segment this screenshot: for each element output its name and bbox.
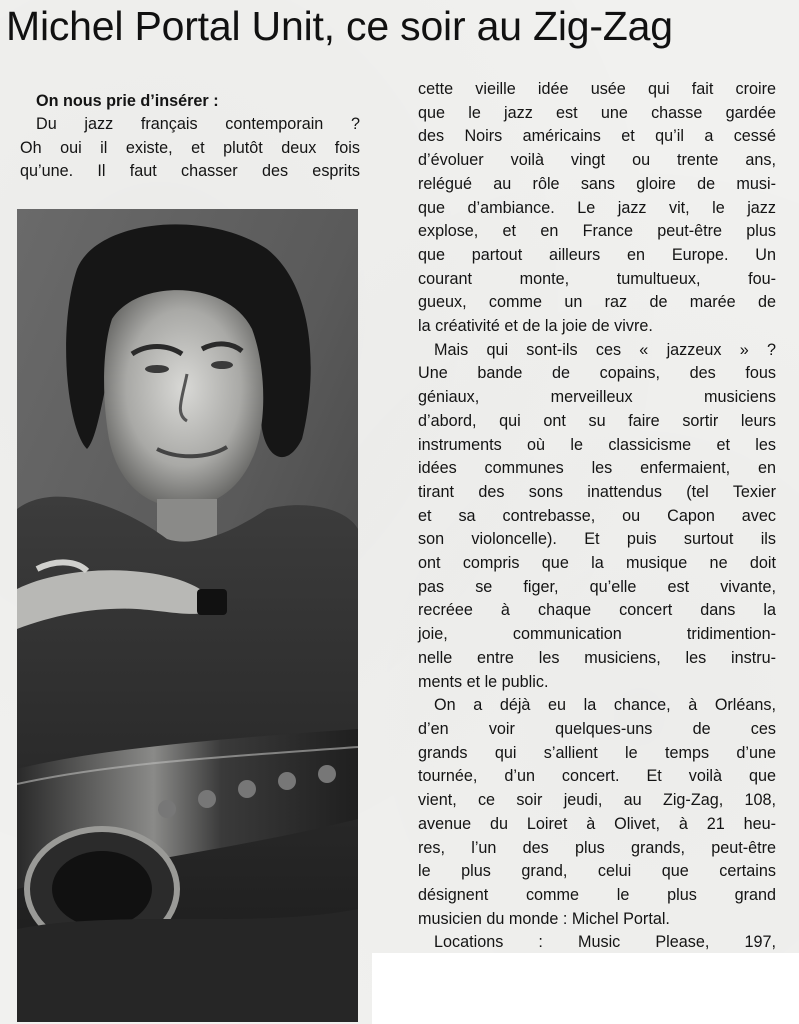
- article-line: cette vieille idée usée qui fait croire: [418, 80, 776, 98]
- right-column: [418, 78, 776, 979]
- article-line: grands qui s’allient le temps d’une: [418, 743, 776, 762]
- left-paragraph: [20, 113, 360, 136]
- article-line: le plus grand, celui que certains: [418, 862, 776, 881]
- blank-area: [372, 953, 799, 1024]
- article-line: Une bande de copains, des fous: [418, 364, 776, 383]
- article-line: que d’ambiance. Le jazz vit, le jazz: [418, 198, 776, 217]
- article-line: la créativité et de la joie de vivre.: [418, 317, 653, 336]
- article-line: des Noirs américains et qu’il a cessé: [418, 127, 776, 146]
- article-line: On a déjà eu la chance, à Orléans,: [434, 696, 776, 715]
- article-line: ments et le public.: [418, 672, 549, 691]
- left-line: qu’une. Il faut chasser des esprits: [20, 161, 360, 180]
- article-line: que le jazz est une chasse gardée: [418, 103, 776, 122]
- article-line: géniaux, merveilleux musiciens: [418, 388, 776, 407]
- portrait-photo-image: [17, 209, 358, 1022]
- article-line: joie, communication tridimention-: [418, 625, 776, 644]
- article-line: Mais qui sont-ils ces « jazzeux » ?: [434, 340, 776, 359]
- article-line: avenue du Loiret à Olivet, à 21 heu-: [418, 814, 776, 833]
- article-line: que partout ailleurs en Europe. Un: [418, 245, 776, 264]
- article-line: musicien du monde : Michel Portal.: [418, 909, 670, 928]
- article-line: nelle entre les musiciens, les instru-: [418, 648, 776, 667]
- article-line: courant monte, tumultueux, fou-: [418, 269, 776, 288]
- article-line: d’en voir quelques-uns de ces: [418, 719, 776, 738]
- article-line: d’évoluer voilà vingt ou trente ans,: [418, 151, 776, 170]
- article-line: et sa contrebasse, ou Capon avec: [418, 506, 776, 525]
- left-line: Oh oui il existe, et plutôt deux fois: [20, 138, 360, 157]
- article-line: vient, ce soir jeudi, au Zig-Zag, 108,: [418, 791, 776, 810]
- article-line: désignent comme le plus grand: [418, 885, 776, 904]
- article-line: instruments où le classicisme et les: [418, 435, 776, 454]
- article-line: Locations : Music Please, 197,: [434, 933, 776, 952]
- portrait-photo: [17, 209, 358, 1022]
- article-line: recréee à chaque concert dans la: [418, 601, 776, 620]
- article-line: relégué au rôle sans gloire de musi-: [418, 174, 776, 193]
- article-line: tournée, d’un concert. Et voilà que: [418, 767, 776, 786]
- left-line: Du jazz français contemporain ?: [36, 115, 360, 134]
- article-line: idées communes les enfermaient, en: [418, 459, 776, 478]
- article-line: ont compris que la musique ne doit: [418, 554, 776, 573]
- intro-label: On nous prie d’insérer :: [36, 92, 219, 110]
- article-line: tirant des sons inattendus (tel Texier: [418, 482, 776, 501]
- left-column: [20, 90, 360, 183]
- article-line: res, l’un des plus grands, peut-être: [418, 838, 776, 857]
- article-line: explose, et en France peut-être plus: [418, 222, 776, 241]
- headline: Michel Portal Unit, ce soir au Zig-Zag: [6, 3, 673, 49]
- article-line: pas se figer, qu’elle est vivante,: [418, 577, 776, 596]
- article-line: gueux, comme un raz de marée de: [418, 293, 776, 312]
- article-line: son violoncelle). Et puis surtout ils: [418, 530, 776, 549]
- article-line: d’abord, qui ont su faire sortir leurs: [418, 411, 776, 430]
